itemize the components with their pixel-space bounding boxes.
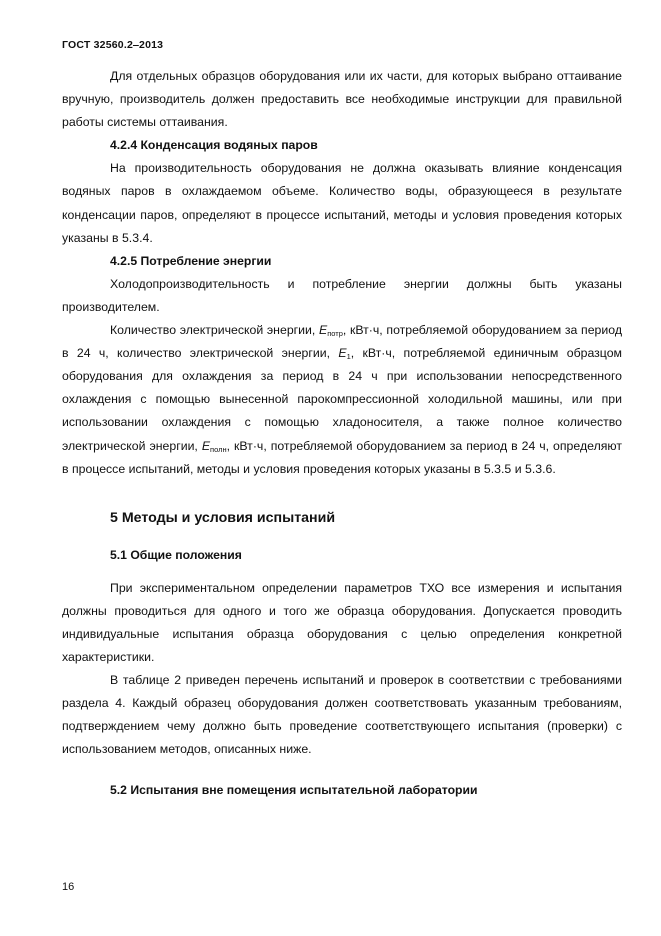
standard-header: ГОСТ 32560.2‒2013 <box>62 39 164 51</box>
energy-subscript-total: полн <box>210 444 227 454</box>
paragraph-defrost: Для отдельных образцов оборудования или их части, для которых выбрано оттаивание вручную, производитель должен предоставить все необходимые инструкции для правильной работы системы оттаивания. <box>62 69 622 130</box>
paragraph-general: При экспериментальном определении параметров ТХО все измерения и испытания должны проводиться для одного и того же образца оборудования. Допускается проводить индивидуальные испытания образца оборудования с целью определения конкретной характеристики. <box>62 580 622 664</box>
paragraph-table-2: В таблице 2 приведен перечень испытаний и проверок в соответствии с требованиями раздела 4. Каждый образец оборудования должен соответствовать указанным требованиям, подтверждением чему должно быть проведение соответствующего испытания (проверки) с использованием методов, описанных ниже. <box>62 673 622 757</box>
energy-subscript-consumed: потр <box>327 329 343 339</box>
energy-subscript-unit: 1 <box>346 352 351 362</box>
paragraph-cooling-capacity: Холодопроизводительность и потребление энергии должны быть указаны производителем. <box>62 276 622 314</box>
document-body <box>62 65 622 802</box>
energy-text-2: , кВт·ч, потребляемой оборудованием за период в 24 ч, количество электрической энергии, <box>62 323 622 361</box>
page-number: 16 <box>62 881 75 893</box>
energy-text-1: Количество электрической энергии, <box>110 323 319 338</box>
heading-4-2-4: 4.2.4 Конденсация водяных паров <box>110 138 318 153</box>
energy-symbol-consumed: E <box>319 323 328 338</box>
paragraph-condensation: На производительность оборудования не должна оказывать влияние конденсация водяных паров в охлаждаемом объеме. Количество воды, образующееся в результате конденсации паров, определяют в процессе испытаний, методы и условия проведения которых указаны в 5.3.4. <box>62 161 622 245</box>
paragraph-energy <box>62 319 622 481</box>
energy-text-4: , кВт·ч, потребляемой оборудованием за период в 24 ч, определяют в процессе испытаний, методы и условия проведения которых указаны в 5.3.5 и 5.3.6. <box>62 438 622 476</box>
energy-text-3: , кВт·ч, потребляемой единичным образцом оборудования для охлаждения за период в 24 ч при использовании непосредственного охлаждения с помощью вынесенной парокомпрессионной холодильной машины, или при использовании охлаждения с помощью хладоносителя, а также полное количество электрической энергии, <box>62 346 622 453</box>
heading-4-2-5: 4.2.5 Потребление энергии <box>110 253 272 268</box>
energy-symbol-total: E <box>201 438 211 453</box>
heading-5-1: 5.1 Общие положения <box>110 547 242 562</box>
heading-5-2: 5.2 Испытания вне помещения испытательной лаборатории <box>110 783 478 798</box>
heading-5: 5 Методы и условия испытаний <box>110 509 336 526</box>
energy-symbol-unit: E <box>338 346 347 361</box>
